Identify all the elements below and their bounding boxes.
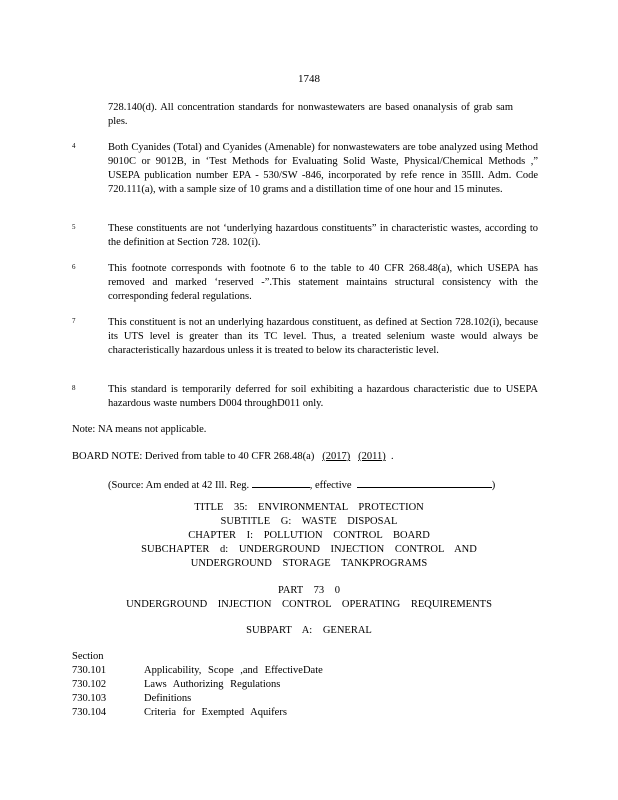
toc-row [72, 678, 323, 692]
board-note-suffix: . [390, 451, 394, 462]
footnote-text: This constituent is not an underlying hazardous constituent, as defined at Section 728.102(i), because its UTS level is greater than its TC level. Thus, a treated selenium waste would always be characteristically hazardous unless it is treated to below its characteristic level. [108, 317, 538, 356]
board-note [72, 450, 394, 464]
toc-row [72, 706, 323, 720]
na-note: Note: NA means not applicable. [72, 424, 207, 435]
footnote-number: 7 [72, 317, 76, 325]
footnote-text: This footnote corresponds with footnote 6 to the table to 40 CFR 268.48(a), which USEPA has removed and marked ‘reserved -”.This statement maintains structural consistency with the corresponding federal regulations. [108, 263, 538, 302]
section-title: Criteria for Exempted Aquifers [144, 707, 287, 718]
subchapter-heading-cont: UNDERGROUND STORAGE TANKPROGRAMS [190, 558, 428, 569]
footnote-number: 6 [72, 263, 76, 271]
continuation-paragraph: 728.140(d). All concentration standards for nonwastewaters are based onanalysis of grab sam ples. [108, 102, 513, 127]
section-number: 730.104 [72, 707, 107, 718]
footnote-number: 4 [72, 142, 76, 150]
effective-date-blank [357, 477, 492, 488]
footnote-4 [72, 141, 542, 197]
toc-row [72, 692, 323, 706]
board-note-year-old: (2011) [358, 451, 386, 462]
footnote-text: Both Cyanides (Total) and Cyanides (Amenable) for nonwastewaters are tobe analyzed using Method 9010C or 9012B, in ‘Test Methods for Evaluating Solid Waste, Physical/Chemical Methods ,” USEPA publication number EPA - 530/SW -846, incorporated by refe rence in 35Ill. Adm. Code 720.111(a), with a sample size of 10 grams and a distillation time of one hour and 15 minutes. [108, 142, 538, 195]
section-label: Section [72, 651, 104, 662]
section-list [72, 664, 323, 720]
page-number: 1748 [298, 73, 320, 85]
subtitle-heading: SUBTITLE G: WASTE DISPOSAL [220, 516, 398, 527]
section-title: Definitions [144, 693, 192, 704]
register-blank [252, 477, 310, 488]
footnote-5 [72, 222, 542, 250]
footnote-6 [72, 262, 542, 304]
footnote-number: 8 [72, 384, 76, 392]
board-note-prefix: BOARD NOTE: Derived from table to 40 CFR 268.48(a) [72, 451, 315, 462]
source-suffix: ) [491, 480, 496, 491]
title-heading-block [0, 501, 618, 571]
subpart-heading-block [0, 624, 618, 638]
section-number: 730.102 [72, 679, 107, 690]
part-heading-block [0, 584, 618, 612]
source-line [108, 477, 495, 493]
part-heading: PART 73 0 [277, 585, 341, 596]
part-title-heading: UNDERGROUND INJECTION CONTROL OPERATING REQUIREMENTS [126, 599, 492, 610]
subchapter-heading: SUBCHAPTER d: UNDERGROUND INJECTION CONTROL AND [141, 544, 477, 555]
board-note-year-new: (2017) [322, 451, 351, 462]
title-heading: TITLE 35: ENVIRONMENTAL PROTECTION [194, 502, 424, 513]
footnote-7 [72, 316, 542, 358]
section-number: 730.101 [72, 665, 107, 676]
source-mid: , effective [309, 480, 352, 491]
footnote-8 [72, 383, 542, 411]
footnote-number: 5 [72, 223, 76, 231]
section-number: 730.103 [72, 693, 107, 704]
footnote-text: This standard is temporarily deferred for soil exhibiting a hazardous characteristic due to USEPA hazardous waste numbers D004 throughD011 only. [108, 384, 538, 409]
chapter-heading: CHAPTER I: POLLUTION CONTROL BOARD [188, 530, 430, 541]
section-title: Laws Authorizing Regulations [144, 679, 281, 690]
subpart-heading: SUBPART A: GENERAL [246, 625, 372, 636]
footnote-text: These constituents are not ‘underlying hazardous constituents” in characteristic wastes, according to the definition at Section 728. 102(i). [108, 223, 538, 248]
toc-row [72, 664, 323, 678]
section-title: Applicability, Scope ,and EffectiveDate [144, 665, 323, 676]
source-prefix: (Source: Am ended at 42 Ill. Reg. [108, 480, 250, 491]
